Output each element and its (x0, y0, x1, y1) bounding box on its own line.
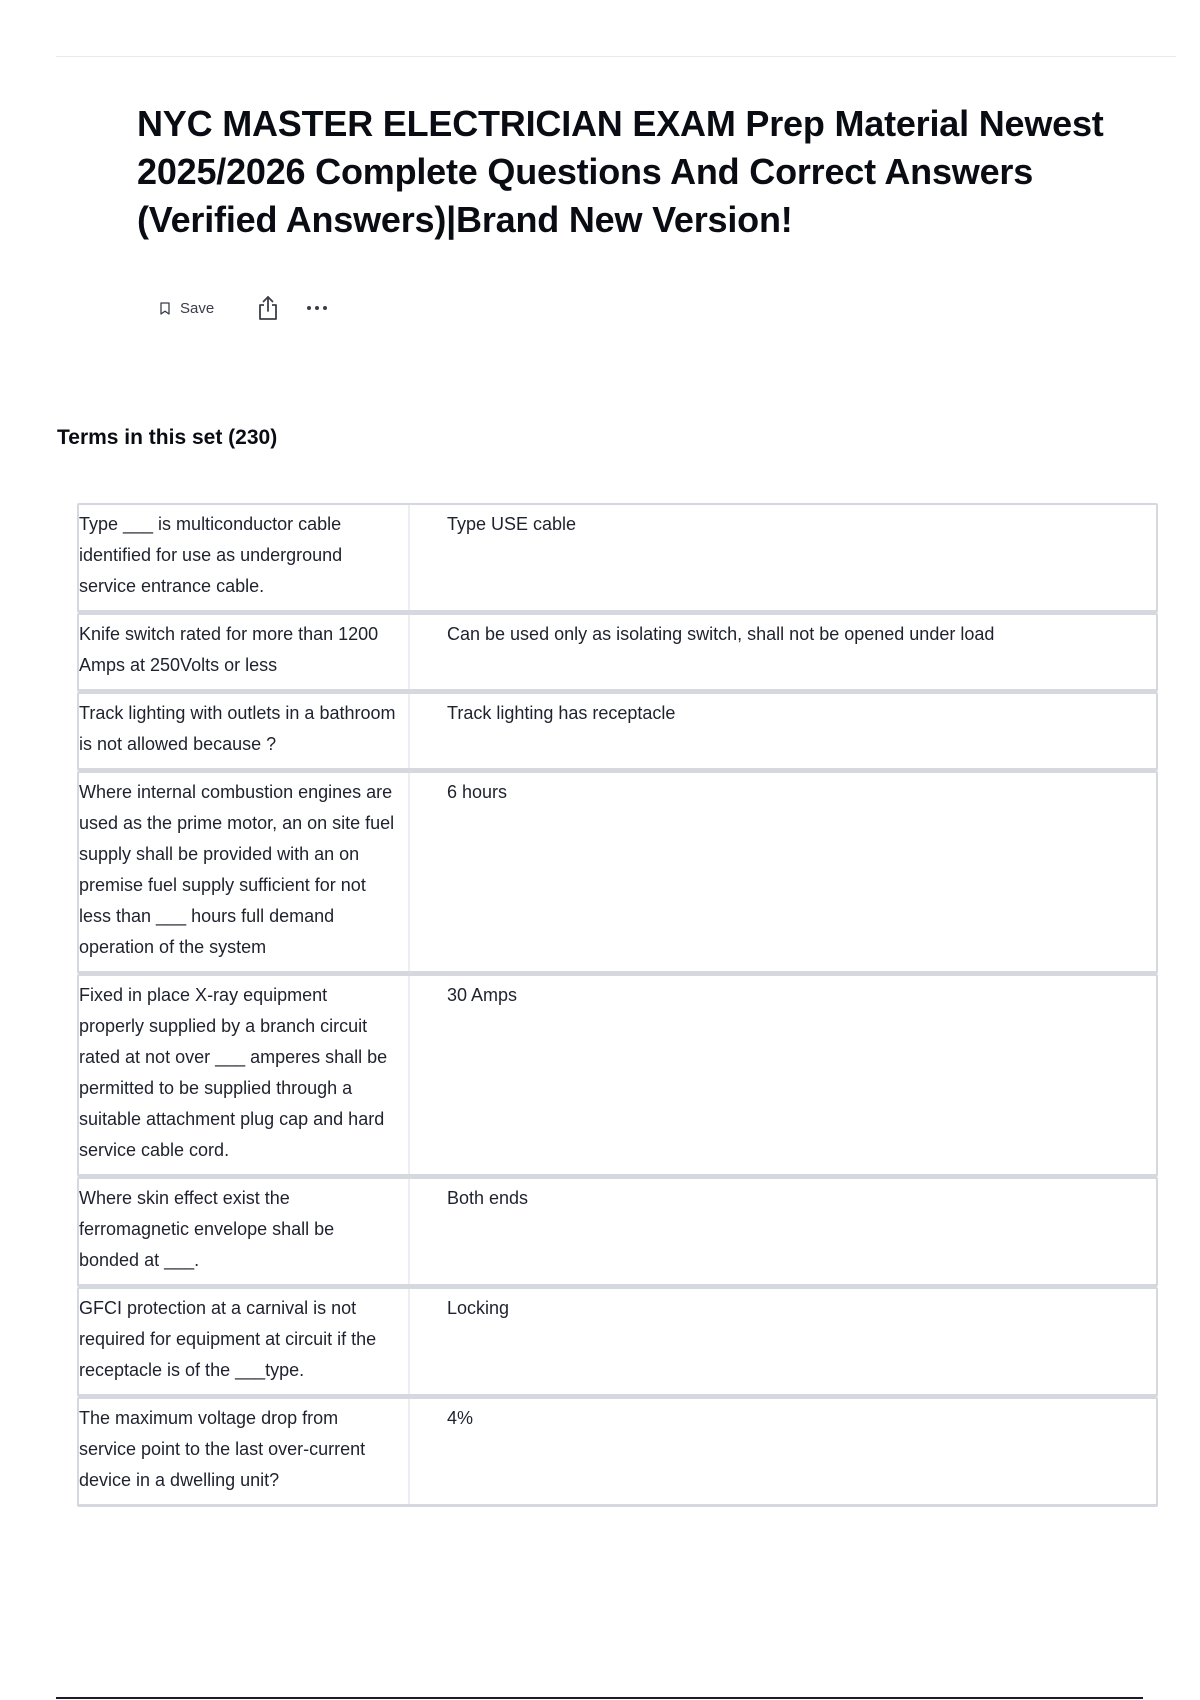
page-title: NYC MASTER ELECTRICIAN EXAM Prep Material Newest 2025/2026 Complete Questions And Correct Answers (Verified Answers)|Brand New Version! (137, 103, 1104, 240)
term-card (77, 1287, 1158, 1397)
term-text: Knife switch rated for more than 1200 Amps at 250Volts or less (79, 615, 410, 689)
term-text: Fixed in place X-ray equipment properly supplied by a branch circuit rated at not over ___ amperes shall be permitted to be supplied through a suitable attachment plug cap and hard service cable cord. (79, 976, 410, 1174)
bottom-divider (56, 1697, 1143, 1699)
definition-text: Track lighting has receptacle (447, 703, 676, 723)
term-card (77, 974, 1158, 1177)
set-toolbar (160, 294, 330, 322)
term-text: GFCI protection at a carnival is not required for equipment at circuit if the receptacle is of the ___type. (79, 1289, 410, 1394)
term-text: Track lighting with outlets in a bathroom is not allowed because ? (79, 694, 410, 768)
terms-heading: Terms in this set (230) (57, 426, 278, 449)
term-text: The maximum voltage drop from service point to the last over-current device in a dwelling unit? (79, 1399, 410, 1504)
definition-text: Can be used only as isolating switch, shall not be opened under load (447, 624, 995, 644)
definition-text: 30 Amps (447, 985, 518, 1005)
definition-text: 4% (447, 1408, 474, 1428)
bookmark-icon (160, 302, 170, 315)
term-text: Type ___ is multiconductor cable identified for use as underground service entrance cable. (79, 505, 410, 610)
more-options-button[interactable] (304, 298, 330, 318)
definition-text: Type USE cable (447, 514, 577, 534)
term-text: Where internal combustion engines are used as the prime motor, an on site fuel supply shall be provided with an on premise fuel supply sufficient for not less than ___ hours full demand operation of the system (79, 773, 410, 971)
term-text: Where skin effect exist the ferromagnetic envelope shall be bonded at ___. (79, 1179, 410, 1284)
definition-text: 6 hours (447, 782, 508, 802)
share-icon (257, 295, 279, 321)
term-card (77, 613, 1158, 692)
definition-text: Both ends (447, 1188, 529, 1208)
term-card (77, 503, 1158, 613)
term-card (77, 771, 1158, 974)
definition-text: Locking (447, 1298, 510, 1318)
term-card (77, 692, 1158, 771)
terms-list (77, 503, 1158, 1542)
term-card (77, 1397, 1158, 1507)
term-card (77, 1177, 1158, 1287)
save-button[interactable] (160, 300, 214, 317)
top-divider (56, 56, 1176, 57)
share-button[interactable] (256, 295, 280, 321)
more-icon (305, 305, 329, 311)
save-label: Save (180, 299, 215, 317)
